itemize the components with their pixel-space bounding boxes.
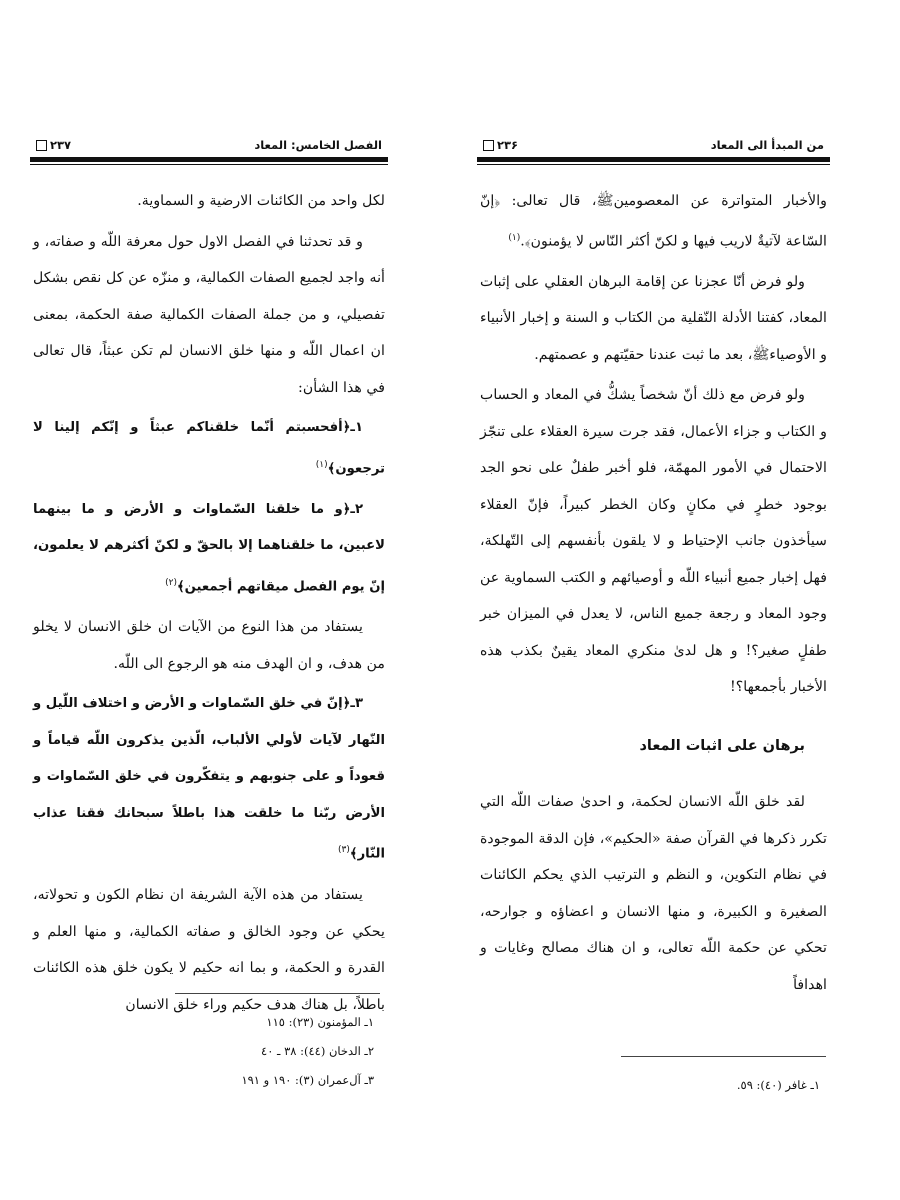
verse-1: ١ـ﴿أفحسبتم أنّما خلقناكم عبثاً و إنّكم إلينا لا ترجعون﴾$^{(١)}$	[33, 420, 385, 477]
verse-3-footnote-mark: (٣)	[337, 845, 350, 856]
footnote-rule	[621, 1056, 826, 1057]
left-page-header	[30, 138, 388, 157]
footnote-item: ١ـ غافر (٤٠): ٥٩.	[736, 1078, 820, 1092]
left-page-number: ٢٣٧	[36, 138, 71, 152]
page-number-box-icon	[36, 140, 47, 151]
explanation-2: يستفاد من هذه الآية الشريفة ان نظام الكون و تحولاته، يحكي عن وجود الخالق و صفاته الكمالية، و منها العلم و القدرة و الحكمة، و بما انه حكيم لا يكون خلق هذه الكائنات باطلاً، بل هناك هدف حكيم وراء خلق الانسان	[33, 887, 385, 1013]
intro-paragraph: و قد تحدثنا في الفصل الاول حول معرفة اللّه و صفاته، و أنه واجد لجميع الصفات الكمالية، و منزّه عن كل نقص بشكل تفصيلي، و من جملة الصفات الكمالية صفة الحكمة، بمعنى ان اعمال اللّه و منها خلق الانسان لم تكن عبثاً، قال تعالى في هذا الشأن:	[33, 233, 385, 396]
right-footnotes	[621, 1071, 826, 1100]
left-footnotes-block	[175, 993, 380, 1095]
intro-line-1: لكل واحد من الكائنات الارضية و السماوية.	[137, 193, 385, 210]
right-page-header	[477, 138, 830, 157]
paragraph-1-footnote-mark: (١)	[508, 232, 521, 243]
right-page	[477, 138, 830, 1092]
section-paragraph: لقد خلق اللّه الانسان لحكمة، و احدىٰ صفات اللّه التي تكرر ذكرها في القرآن صفة «الحكيم»، فإن الدقة الموجودة في نظام التكوين، و النظم و الترتيب الذي يحكم الكائنات الصغيرة و الكبيرة، و منها الانسان و اعضاؤه و جوارحه، تحكي عن حكمة اللّه تعالى، و ان هناك مصالح وغايات و اهدافاً	[480, 794, 827, 993]
verse-2: ٢ـ﴿و ما خلقنا السّماوات و الأرض و ما بينهما لاعبين، ما خلقناهما إلا بالحقّ و لكنّ أكثرهم لا يعلمون، إنّ يوم الفصل ميقاتهم أجمعين﴾$^{(٢)}$	[33, 501, 385, 594]
footnote-item: ١ـ المؤمنون (٢٣): ١١٥	[266, 1015, 374, 1029]
right-page-number: ٢٣۶	[483, 138, 518, 152]
verse-1-footnote-mark: (١)	[315, 459, 328, 470]
footnote-item: ٢ـ الدخان (٤٤): ٣٨ ـ ٤٠	[261, 1044, 374, 1058]
verse-3: ٣ـ﴿إنّ في خلق السّماوات و الأرض و اختلاف اللّيل و النّهار لآيات لأولي الألباب، الّذين يذكرون اللّه قياماً و قعوداً و على جنوبهم و يتفكّرون في خلق السّماوات و الأرض ربّنا ما خلقت هذا باطلاً سبحانك فقنا عذاب النّار﴾$^{(٣)}$	[33, 696, 385, 862]
explanation-1: يستفاد من هذا النوع من الآيات ان خلق الانسان لا يخلو من هدف، و ان الهدف منه هو الرجوع الى اللّه.	[33, 619, 385, 672]
right-page-body	[477, 183, 830, 1003]
section-heading: برهان على اثبات المعاد	[639, 737, 805, 754]
header-rule-thin	[477, 164, 830, 165]
left-page-body	[30, 183, 388, 1023]
right-footnotes-block	[621, 1056, 826, 1100]
paragraph-3: ولو فرض مع ذلك أنّ شخصاً يشكُّ في المعاد و الحساب و الكتاب و جزاء الأعمال، فقد جرت سيرة العقلاء على تنجّز الاحتمال في الأمور المهمّة، فلو أخبر طفلٌ على نحو الجد بوجود خطرٍ في مكانٍ وكان الخطر كبيراً، فإنّ العقلاء سيأخذون جانب الإحتياط و لا يلقون بأنفسهم إلى التّهلكة، فهل إخبار جميع أنبياء اللّه و أوصيائهم و الكتب السماوية عن وجود المعاد و رجعة جميع الناس، لا يعدل في الميزان خبر طفلٍ صغير؟! و هل لدىٰ منكري المعاد يقينٌ بكذب هذه الأخبار بأجمعها؟!	[480, 387, 827, 696]
page-number-box-icon	[483, 140, 494, 151]
left-header-title: الفصل الخامس: المعاد	[254, 138, 382, 152]
header-rule-thick	[30, 157, 388, 162]
left-page	[30, 138, 388, 1087]
paragraph-2: ولو فرض أنّا عجزنا عن إقامة البرهان العقلي على إثبات المعاد، كفتنا الأدلة النّقلية من الكتاب و السنة و إخبار الأنبياء و الأوصياءﷺ، بعد ما ثبت عندنا حقيّتهم و عصمتهم.	[480, 273, 827, 363]
header-rule-thin	[30, 164, 388, 165]
footnote-item: ٣ـ آل‌عمران (٣): ١٩٠ و ١٩١	[241, 1073, 374, 1087]
verse-2-footnote-mark: (٢)	[165, 577, 177, 588]
left-footnotes	[175, 1008, 380, 1095]
paragraph-1: والأخبار المتواترة عن المعصومين‌ﷺ، قال تعالى: ﴿إنّ السّاعة لآتيةٌ لاريب فيها و لكنّ أكثر النّاس لا يؤمنون﴾.$^{(١)}$	[480, 193, 827, 250]
footnote-rule	[175, 993, 380, 994]
right-header-title: من المبدأ الى المعاد	[710, 138, 824, 152]
header-rule-thick	[477, 157, 830, 162]
